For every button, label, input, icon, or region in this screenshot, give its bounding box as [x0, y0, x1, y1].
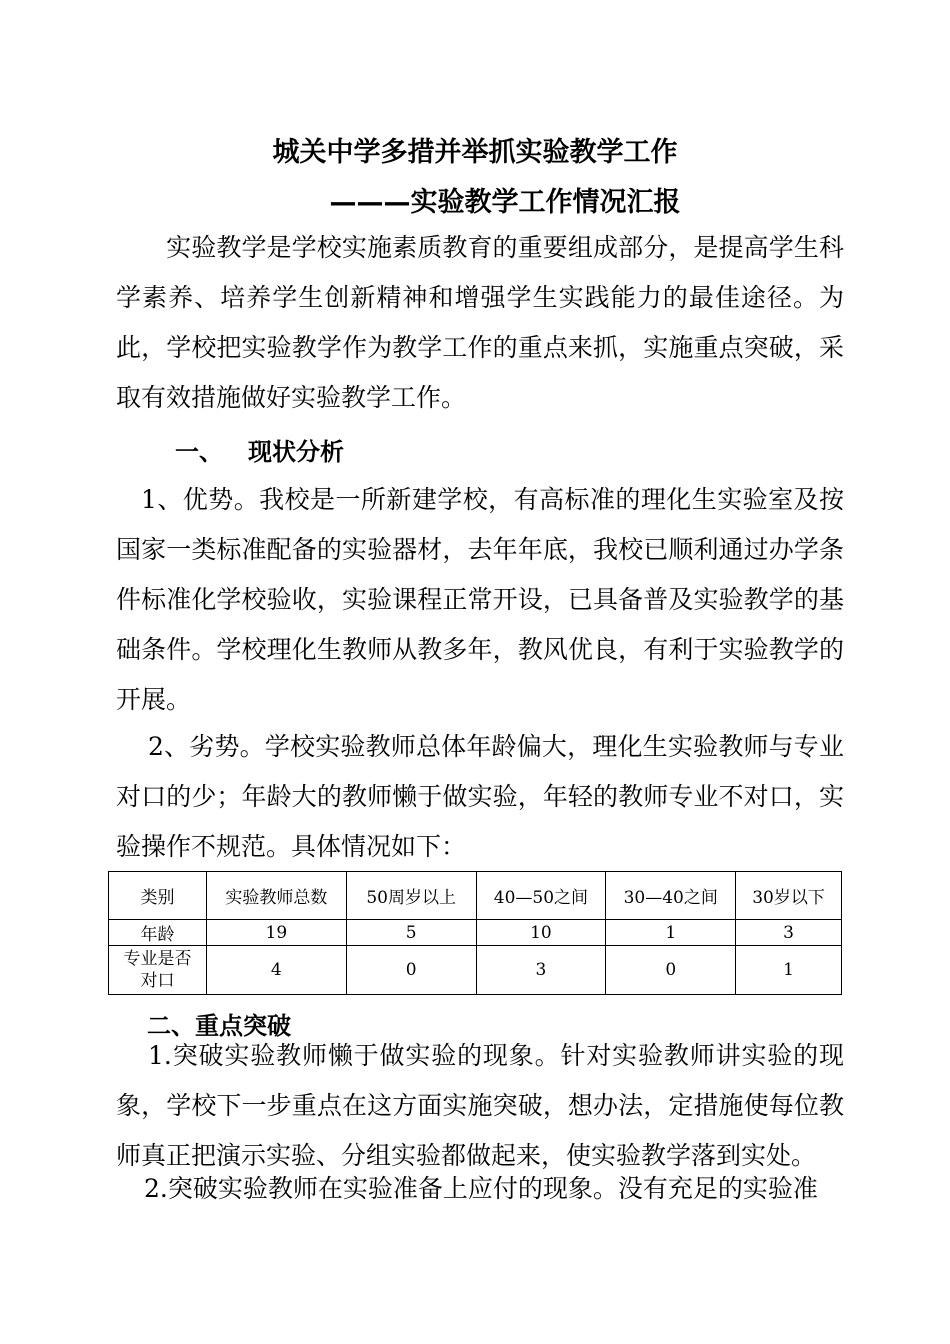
table-header-cell: 30—40之间 [606, 872, 736, 920]
table-cell: 0 [346, 946, 476, 995]
point-1-paragraph: 1.突破实验教师懒于做实验的现象。针对实验教师讲实验的现象，学校下一步重点在这方面实施突破，想办法，定措施使每位教师真正把演示实验、分组实验都做起来，使实验教学落到实处。 [116, 1041, 844, 1170]
table-cell: 4 [206, 946, 346, 995]
document-subtitle: ———实验教学工作情况汇报 [329, 187, 681, 218]
disadvantage-paragraph: 2、劣势。学校实验教师总体年龄偏大，理化生实验教师与专业对口的少；年龄大的教师懒于做实验，年轻的教师专业不对口，实验操作不规范。具体情况如下： [116, 732, 844, 861]
advantage-paragraph: 1、优势。我校是一所新建学校，有高标准的理化生实验室及按国家一类标准配备的实验器材，去年年底，我校已顺利通过办学条件标准化学校验收，实验课程正常开设，已具备普及实验教学的基础条件。学校理化生教师从教多年，教风优良，有利于实验教学的开展。 [116, 485, 844, 714]
table-header-cell: 40—50之间 [476, 872, 606, 920]
table-header-cell: 50周岁以上 [346, 872, 476, 920]
table-cell: 10 [476, 920, 606, 946]
point-2-paragraph: 2.突破实验教师在实验准备上应付的现象。没有充足的实验准 [144, 1174, 818, 1203]
table-cell: 0 [606, 946, 736, 995]
section-1-heading: 现状分析 [248, 438, 344, 466]
table-cell: 1 [606, 920, 736, 946]
table-header-row [109, 872, 842, 920]
table-header-cell: 类别 [109, 872, 207, 920]
table-cell: 3 [736, 920, 842, 946]
section-1-number: 一、 [175, 438, 223, 466]
table-header-cell: 实验教师总数 [206, 872, 346, 920]
table-cell: 年龄 [109, 920, 207, 946]
table-row [109, 946, 842, 995]
table-row [109, 920, 842, 946]
table-cell: 19 [206, 920, 346, 946]
table-cell: 3 [476, 946, 606, 995]
table-header-cell: 30岁以下 [736, 872, 842, 920]
document-title: 城关中学多措并举抓实验教学工作 [272, 137, 678, 168]
table-cell-text: 专业是否对口 [123, 949, 192, 991]
section-2-heading: 二、重点突破 [147, 1012, 291, 1040]
table-cell: 5 [346, 920, 476, 946]
teacher-statistics-table [108, 871, 842, 995]
table-cell [109, 946, 207, 995]
intro-paragraph: 实验教学是学校实施素质教育的重要组成部分，是提高学生科学素养、培养学生创新精神和增强学生实践能力的最佳途径。为此，学校把实验教学作为教学工作的重点来抓，实施重点突破，采取有效措施做好实验教学工作。 [116, 233, 844, 412]
table-cell: 1 [736, 946, 842, 995]
